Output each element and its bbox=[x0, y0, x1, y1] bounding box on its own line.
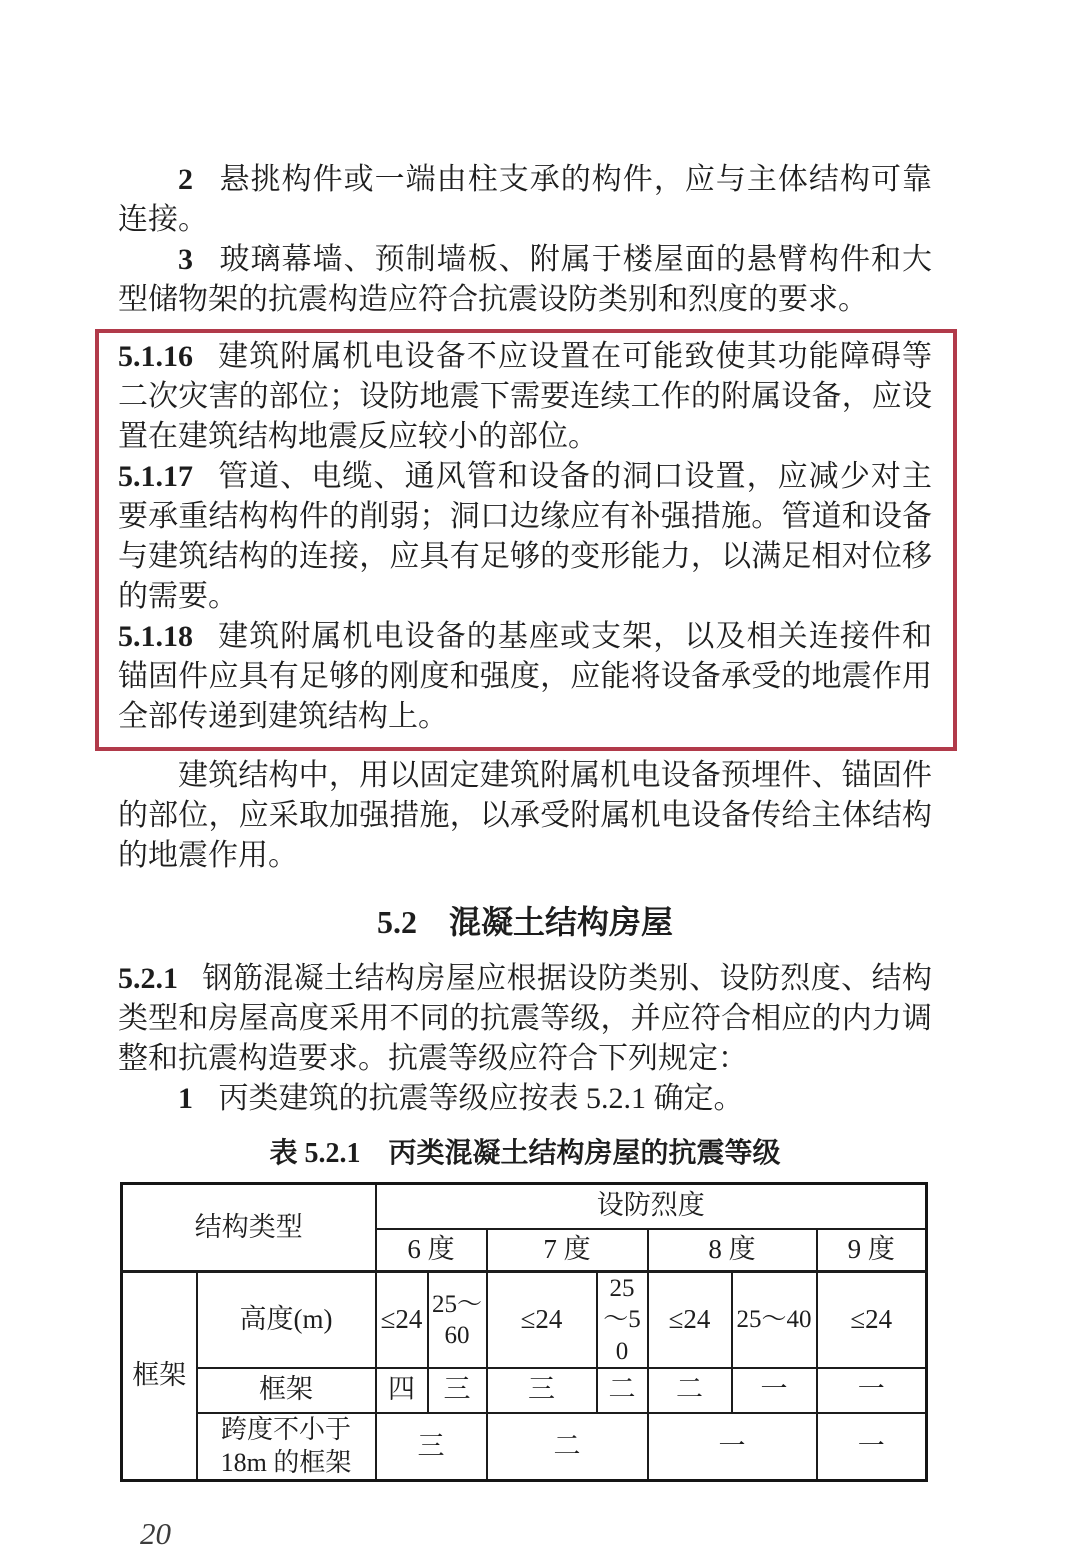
height-cell: ≤24 bbox=[648, 1272, 732, 1368]
grade-cell: 一 bbox=[732, 1368, 817, 1413]
height-cell: 25～40 bbox=[732, 1272, 817, 1368]
header-degree-7: 7 度 bbox=[487, 1229, 648, 1272]
item-text: 丙类建筑的抗震等级应按表 5.2.1 确定。 bbox=[218, 1082, 744, 1115]
highlight-box bbox=[95, 329, 957, 751]
seismic-grade-table bbox=[120, 1182, 928, 1482]
clause-number: 5.1.17 bbox=[118, 460, 193, 493]
height-row-label: 高度(m) bbox=[197, 1272, 376, 1368]
frame-row-label: 框架 bbox=[197, 1368, 376, 1413]
clause-number: 5.1.18 bbox=[118, 620, 193, 653]
header-structure-type: 结构类型 bbox=[122, 1184, 376, 1272]
grade-cell: 二 bbox=[487, 1413, 648, 1481]
item-number: 2 bbox=[178, 163, 193, 196]
height-cell: 25～50 bbox=[597, 1272, 648, 1368]
grade-cell: 一 bbox=[817, 1413, 927, 1481]
clause-5-1-17 bbox=[118, 457, 932, 617]
height-cell: ≤24 bbox=[376, 1272, 428, 1368]
clause-number: 5.2.1 bbox=[118, 962, 178, 995]
table-wrapper bbox=[120, 1182, 932, 1482]
paragraph-item-2 bbox=[118, 160, 932, 240]
header-degree-9: 9 度 bbox=[817, 1229, 927, 1272]
clause-5-1-18 bbox=[118, 617, 932, 737]
clause-5-1-16 bbox=[118, 337, 932, 457]
grade-cell: 三 bbox=[487, 1368, 597, 1413]
clause-text: 钢筋混凝土结构房屋应根据设防类别、设防烈度、结构类型和房屋高度采用不同的抗震等级，并应符合相应的内力调整和抗震构造要求。抗震等级应符合下列规定： bbox=[118, 962, 932, 1075]
grade-cell: 一 bbox=[817, 1368, 927, 1413]
paragraph-item-3 bbox=[118, 240, 932, 320]
item-text: 玻璃幕墙、预制墙板、附属于楼屋面的悬臂构件和大型储物架的抗震构造应符合抗震设防类别和烈度的要求。 bbox=[118, 243, 932, 316]
clause-text: 管道、电缆、通风管和设备的洞口设置，应减少对主要承重结构构件的削弱；洞口边缘应有补强措施。管道和设备与建筑结构的连接，应具有足够的变形能力，以满足相对位移的需要。 bbox=[118, 460, 932, 613]
table-row-height bbox=[122, 1272, 927, 1368]
paragraph-after-box bbox=[118, 756, 932, 876]
grade-cell: 一 bbox=[648, 1413, 817, 1481]
grade-cell: 二 bbox=[597, 1368, 648, 1413]
clause-text: 建筑附属机电设备不应设置在可能致使其功能障碍等二次灾害的部位；设防地震下需要连续工作的附属设备，应设置在建筑结构地震反应较小的部位。 bbox=[118, 340, 932, 453]
clause-number: 5.1.16 bbox=[118, 340, 193, 373]
grade-cell: 三 bbox=[428, 1368, 487, 1413]
span-row-label: 跨度不小于 18m 的框架 bbox=[197, 1413, 376, 1481]
page-number: 20 bbox=[140, 1516, 171, 1552]
paragraph-item-1 bbox=[118, 1079, 932, 1119]
header-degree-6: 6 度 bbox=[376, 1229, 487, 1272]
height-cell: 25～60 bbox=[428, 1272, 487, 1368]
section-heading: 5.2 混凝土结构房屋 bbox=[376, 904, 673, 940]
grade-cell: 三 bbox=[376, 1413, 487, 1481]
table-row-frame-grades bbox=[122, 1368, 927, 1413]
grade-cell: 四 bbox=[376, 1368, 428, 1413]
header-intensity: 设防烈度 bbox=[376, 1184, 927, 1229]
height-cell: ≤24 bbox=[817, 1272, 927, 1368]
table-title: 表 5.2.1 丙类混凝土结构房屋的抗震等级 bbox=[269, 1138, 781, 1169]
table-header-row-intensity bbox=[122, 1184, 927, 1229]
table-row-span-grades bbox=[122, 1413, 927, 1481]
grade-cell: 二 bbox=[648, 1368, 732, 1413]
item-text: 悬挑构件或一端由柱支承的构件，应与主体结构可靠连接。 bbox=[118, 163, 932, 236]
height-cell: ≤24 bbox=[487, 1272, 597, 1368]
paragraph-text: 建筑结构中，用以固定建筑附属机电设备预埋件、锚固件的部位，应采取加强措施，以承受附属机电设备传给主体结构的地震作用。 bbox=[118, 759, 932, 872]
item-number: 3 bbox=[178, 243, 193, 276]
row-group-frame: 框架 bbox=[122, 1272, 197, 1481]
item-number: 1 bbox=[178, 1082, 193, 1115]
clause-5-2-1 bbox=[118, 959, 932, 1079]
header-degree-8: 8 度 bbox=[648, 1229, 817, 1272]
clause-text: 建筑附属机电设备的基座或支架，以及相关连接件和锚固件应具有足够的刚度和强度，应能将设备承受的地震作用全部传递到建筑结构上。 bbox=[118, 620, 932, 733]
